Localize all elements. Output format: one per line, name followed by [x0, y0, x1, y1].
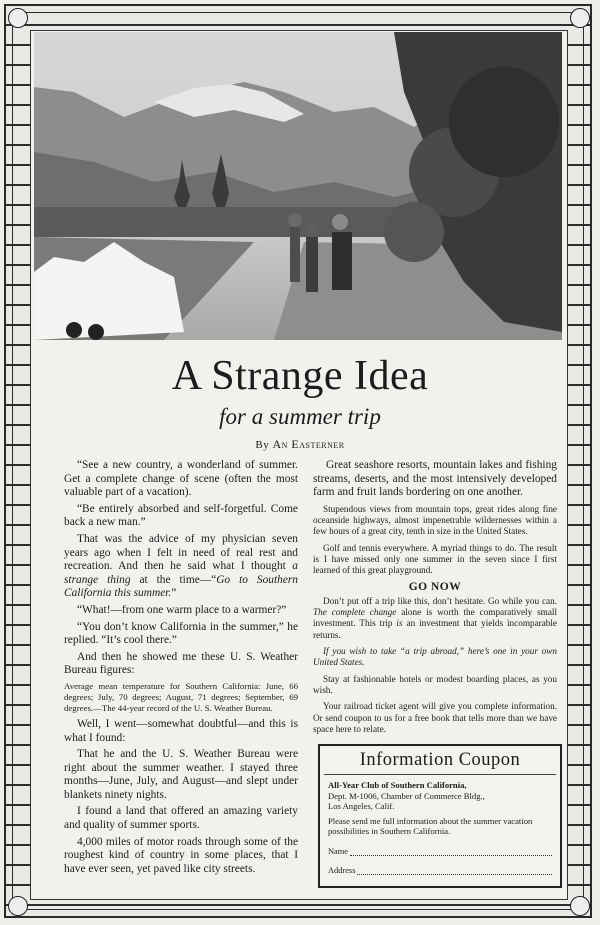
right-column: [313, 459, 557, 740]
landscape-photo: [34, 32, 562, 340]
coupon-request: Please send me full information about the summer vacation possibilities in Southern California.: [328, 815, 533, 837]
paragraph: “What!—from one warm place to a warmer?”: [77, 603, 287, 616]
paragraph: “See a new country, a wonderland of summer. Get a complete change of scene (often the most valuable part of a vacation).: [64, 459, 298, 499]
byline: By An Easterner: [255, 437, 345, 451]
paragraph: And then he showed me these U. S. Weather Bureau figures:: [64, 650, 298, 677]
address-field[interactable]: Address: [320, 866, 560, 875]
paragraph: “You don’t know California in the summer,” he replied. “It’s cool there.”: [64, 620, 298, 647]
corner-ornament: [8, 896, 28, 916]
corner-ornament: [570, 8, 590, 28]
paragraph: Golf and tennis everywhere. A myriad things to do. The result is I have missed only one summer in the seven since I first learned of this great playground.: [313, 542, 557, 576]
paragraph: 4,000 miles of motor roads through some of the roughest kind of country in some places, that I have ever seen, yet paved like city streets.: [64, 835, 298, 875]
paragraph: Stay at fashionable hotels or modest boarding places, as you wish.: [313, 673, 557, 695]
coupon-address: All-Year Club of Southern California, Dept. M-1006, Chamber of Commerce Bldg., Los Angeles, Calif.: [328, 780, 485, 812]
left-column: [64, 459, 298, 879]
paragraph: Great seashore resorts, mountain lakes and fishing streams, deserts, and the most intensively developed farm and fruit lands bordering on one another.: [313, 459, 557, 499]
information-coupon[interactable]: [318, 744, 562, 888]
coupon-heading: Information Coupon: [324, 746, 556, 775]
paragraph: Stupendous views from mountain tops, great rides along fine oceanside highways, almost impenetrable wildernesses within a few hours of a great city, tenth in size in the United States.: [313, 503, 557, 537]
paragraph: I found a land that offered an amazing variety and quality of summer sports.: [64, 805, 298, 832]
headline: A Strange Idea: [171, 353, 429, 399]
paragraph: That was the advice of my physician seven years ago when I felt in need of real rest and recreation. And then he said what I thought a strange thing at the time—“Go to Southern California this summer.”: [64, 532, 298, 600]
paragraph: Don’t put off a trip like this, don’t hesitate. Go while you can. The complete change alone is worth the comparatively small investment. This trip is an investment that yields incomparable returns.: [313, 595, 558, 640]
paragraph: “Be entirely absorbed and self-forgetful. Come back a new man.”: [64, 502, 298, 529]
go-now-heading: GO NOW: [408, 580, 462, 593]
paragraph: Your railroad ticket agent will give you complete information. Or send coupon to us for a free book that tells more than we have space here to relate.: [313, 701, 557, 734]
subheadline: for a summer trip: [219, 404, 381, 429]
name-field[interactable]: Name: [320, 847, 560, 856]
paragraph: That he and the U. S. Weather Bureau were right about the summer weather. I stayed three months—June, July, and August—and slept under blankets ninety nights.: [64, 748, 298, 801]
corner-ornament: [8, 8, 28, 28]
paragraph: If you wish to take “a trip abroad,” here’s one in your own United States.: [313, 646, 557, 668]
corner-ornament: [570, 896, 590, 916]
paragraph: Well, I went—somewhat doubtful—and this is what I found:: [64, 717, 298, 744]
weather-figures: Average mean temperature for Southern California: June, 66 degrees; July, 70 degrees; August, 71 degrees; September, 69 degrees.—The 44-year record of the U. S. Weather Bureau.: [64, 680, 298, 713]
